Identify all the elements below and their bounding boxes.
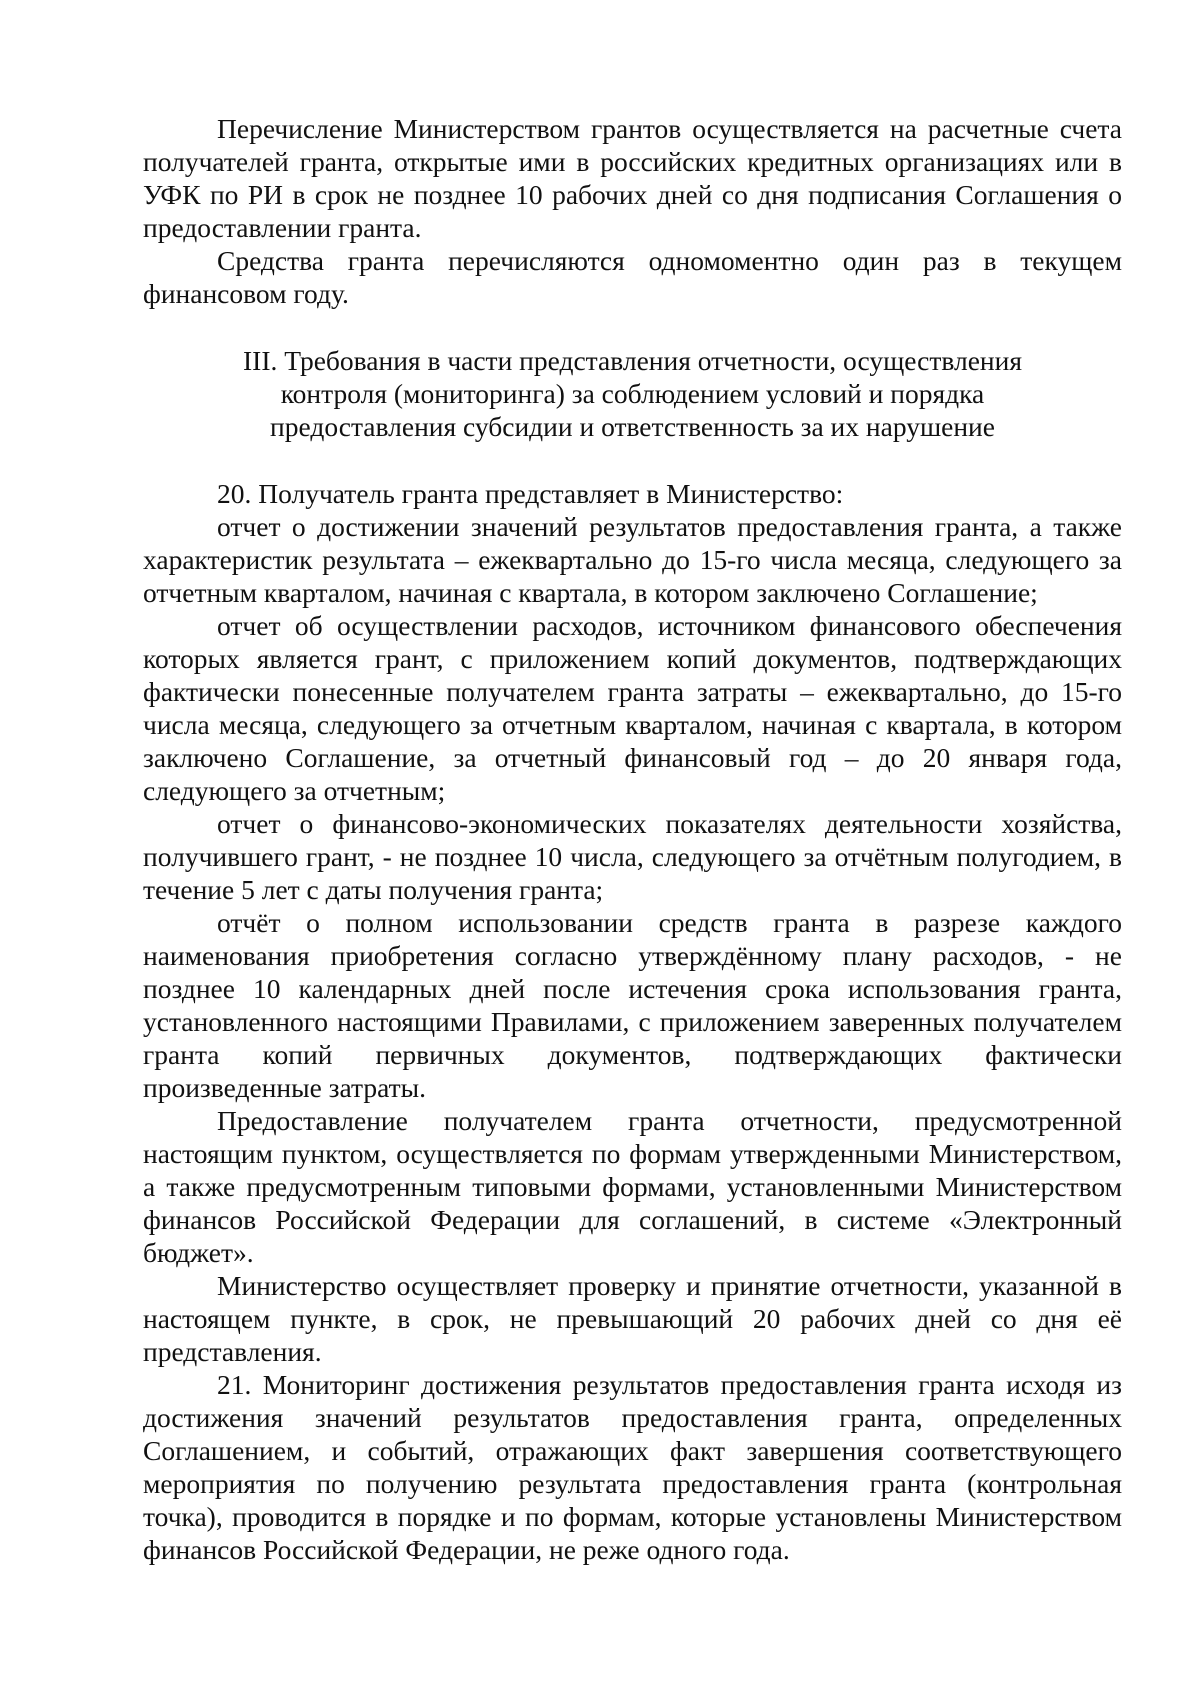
paragraph-financial-report: отчет о финансово-экономических показателях деятельности хозяйства, получившего грант, - не позднее 10 числа, следующего за отчётным полугодием, в течение 5 лет с даты получения гранта;	[143, 808, 1122, 905]
paragraph-grant-transfer: Перечисление Министерством грантов осуществляется на расчетные счета получателей гранта, открытые ими в российских кредитных организациях или в УФК по РИ в срок не позднее 10 рабочих дней со дня подписания Соглашения о предоставлении гранта.	[143, 113, 1122, 243]
document-body	[143, 112, 1122, 1566]
paragraph-report-check: Министерство осуществляет проверку и принятие отчетности, указанной в настоящем пункте, в срок, не превышающий 20 рабочих дней со дня её представления.	[143, 1270, 1122, 1367]
section-heading: III. Требования в части представления отчетности, осуществления контроля (мониторинга) за соблюдением условий и порядка предоставления субсидии и ответственность за их нарушение	[243, 345, 1022, 442]
paragraph-full-use-report: отчёт о полном использовании средств гранта в разрезе каждого наименования приобретения согласно утверждённому плану расходов, - не позднее 10 календарных дней после истечения срока использования гранта, установленного настоящими Правилами, с приложением заверенных получателем гранта копий первичных документов, подтверждающих фактически произведенные затраты.	[143, 907, 1122, 1103]
paragraph-expenses-report: отчет об осуществлении расходов, источником финансового обеспечения которых является грант, с приложением копий документов, подтверждающих фактически понесенные получателем гранта затраты – ежеквартально, до 15-го числа месяца, следующего за отчетным кварталом, начиная с квартала, в котором заключено Соглашение, за отчетный финансовый год – до 20 января года, следующего за отчетным;	[143, 610, 1122, 806]
paragraph-item-20: 20. Получатель гранта представляет в Министерство:	[217, 478, 844, 509]
paragraph-results-report: отчет о достижении значений результатов предоставления гранта, а также характеристик результата – ежеквартально до 15-го числа месяца, следующего за отчетным кварталом, начиная с квартала, в котором заключено Соглашение;	[143, 511, 1122, 608]
paragraph-report-forms: Предоставление получателем гранта отчетности, предусмотренной настоящим пунктом, осуществляется по формам утвержденными Министерством, а также предусмотренным типовыми формами, установленными Министерством финансов Российской Федерации для соглашений, в системе «Электронный бюджет».	[143, 1105, 1122, 1268]
paragraph-grant-single-payment: Средства гранта перечисляются одномоментно один раз в текущем финансовом году.	[143, 245, 1122, 309]
paragraph-item-21: 21. Мониторинг достижения результатов предоставления гранта исходя из достижения значений результатов предоставления гранта, определенных Соглашением, и событий, отражающих факт завершения соответствующего мероприятия по получению результата предоставления гранта (контрольная точка), проводится в порядке и по формам, которые установлены Министерством финансов Российской Федерации, не реже одного года.	[143, 1369, 1122, 1565]
